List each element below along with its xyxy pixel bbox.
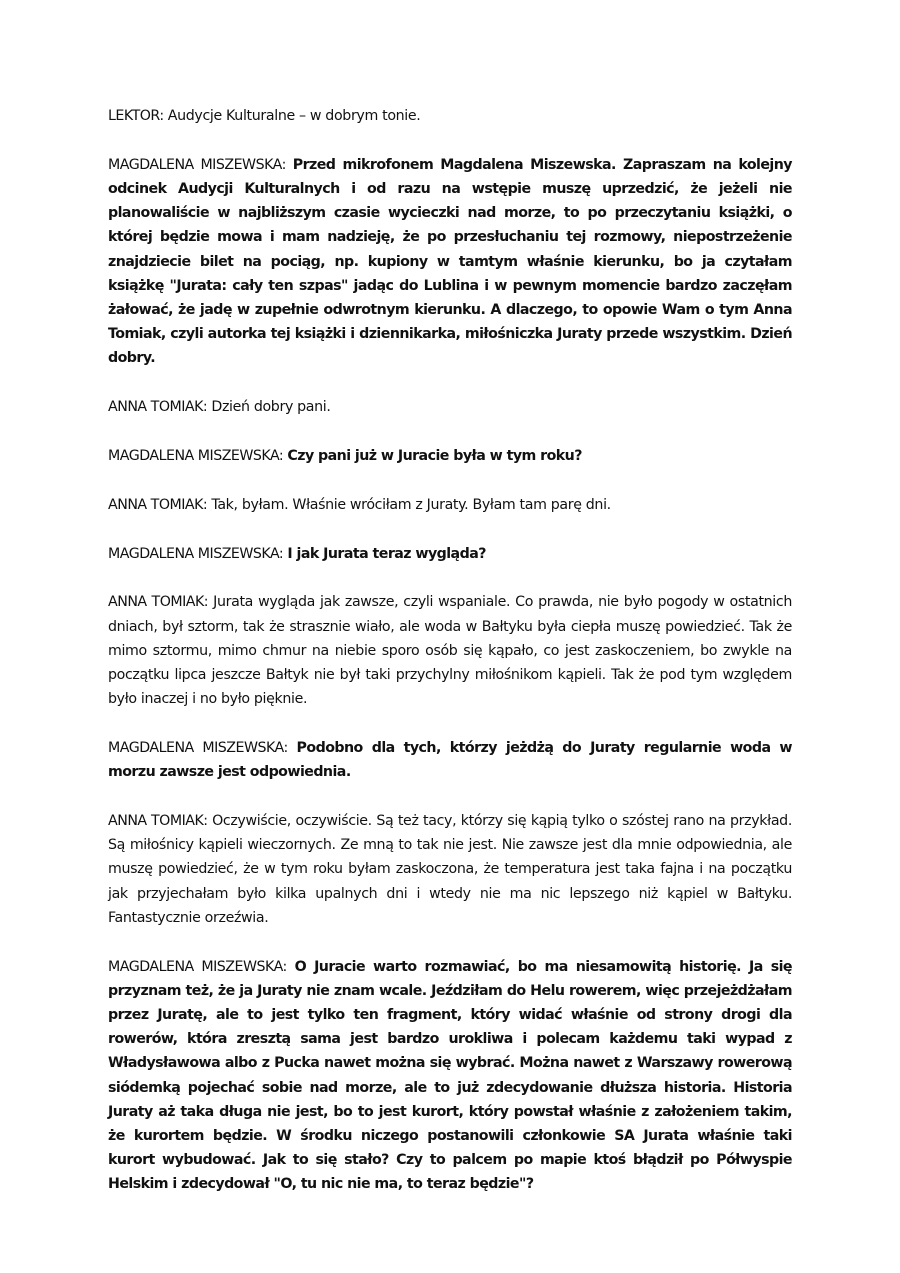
paragraph-host-question-2 [108, 542, 792, 566]
paragraph-lektor-intro [108, 104, 792, 128]
speaker-label: MAGDALENA MISZEWSKA: [108, 545, 284, 562]
speaker-label: MAGDALENA MISZEWSKA: [108, 448, 284, 465]
paragraph-guest-answer-1 [108, 493, 792, 517]
utterance-text: Czy pani już w Juracie była w tym roku? [287, 448, 582, 465]
utterance-text: Dzień dobry pani. [211, 399, 331, 416]
speaker-label: LEKTOR: [108, 108, 164, 124]
speaker-label: ANNA TOMIAK: [108, 594, 209, 611]
paragraph-host-question-3 [108, 736, 792, 784]
utterance-text: Tak, byłam. Właśnie wróciłam z Juraty. Byłam tam parę dni. [211, 496, 611, 513]
paragraph-host-question-1 [108, 444, 792, 468]
speaker-label: ANNA TOMIAK: [108, 496, 208, 513]
utterance-text: Podobno dla tych, którzy jeżdżą do Juraty regularnie woda w morzu zawsze jest odpowiednia. [108, 740, 792, 781]
speaker-label: ANNA TOMIAK: [108, 813, 208, 830]
speaker-label: ANNA TOMIAK: [108, 399, 208, 416]
utterance-text: Jurata wygląda jak zawsze, czyli wspaniale. Co prawda, nie było pogody w ostatnich dniach, był sztorm, tak że strasznie wiało, ale woda w Bałtyku była ciepła muszę powiedzieć. Tak że mimo sztormu, mimo chmur na niebie sporo osób się kąpało, co jest zaskoczeniem, bo zwykle na początku lipca jeszcze Bałtyk nie był taki przychylny miłośnikom kąpieli. Tak że pod tym względem było inaczej i no było pięknie. [108, 594, 792, 708]
speaker-label: MAGDALENA MISZEWSKA: [108, 156, 286, 173]
utterance-text: O Juracie warto rozmawiać, bo ma niesamowitą historię. Ja się przyznam też, że ja Juraty nie znam wcale. Jeździłam do Helu rowerem, więc przejeżdżałam przez Juratę, ale to jest tylko ten fragment, który widać właśnie od strony drogi dla rowerów, która zresztą sama jest bardzo urokliwa i polecam każdemu taki wypad z Władysławowa albo z Pucka nawet można się wybrać. Można nawet z Warszawy rowerową siódemką pojechać sobie nad morze, ale to już zdecydowanie dłuższa historia. Historia Juraty aż taka długa nie jest, bo to jest kurort, który powstał właśnie z założeniem takim, że kurortem będzie. W środku niczego postanowili członkowie SA Jurata właśnie taki kurort wybudować. Jak to się stało? Czy to palcem po mapie ktoś błądził po Półwyspie Helskim i zdecydował "O, tu nic nie ma, to teraz będzie"? [108, 958, 792, 1193]
paragraph-guest-answer-3 [108, 809, 792, 930]
paragraph-guest-greeting [108, 395, 792, 419]
paragraph-guest-answer-2 [108, 590, 792, 711]
paragraph-host-intro [108, 153, 792, 371]
utterance-text: Oczywiście, oczywiście. Są też tacy, którzy się kąpią tylko o szóstej rano na przykład. Są miłośnicy kąpieli wieczornych. Ze mną to tak nie jest. Nie zawsze jest dla mnie odpowiednia, ale muszę powiedzieć, że w tym roku byłam zaskoczona, że temperatura jest taka fajna i na początku jak przyjechałam było kilka upalnych dni i wtedy nie ma nic lepszego niż kąpiel w Bałtyku. Fantastycznie orzeźwia. [108, 813, 792, 926]
utterance-text: Audycje Kulturalne – w dobrym tonie. [167, 108, 421, 124]
utterance-text: I jak Jurata teraz wygląda? [287, 545, 486, 562]
utterance-text: Przed mikrofonem Magdalena Miszewska. Zapraszam na kolejny odcinek Audycji Kulturalnych i od razu na wstępie muszę uprzedzić, że jeżeli nie planowaliście w najbliższym czasie wycieczki nad morze, to po przeczytaniu książki, o której będzie mowa i mam nadzieję, że po przesłuchaniu tej rozmowy, niepostrzeżenie znajdziecie bilet na pociąg, np. kupiony w tamtym właśnie kierunku, bo ja czytałam książkę "Jurata: cały ten szpas" jadąc do Lublina i w pewnym momencie bardzo zaczęłam żałować, że jadę w zupełnie odwrotnym kierunku. A dlaczego, to opowie Wam o tym Anna Tomiak, czyli autorka tej książki i dziennikarka, miłośniczka Juraty przede wszystkim. Dzień dobry. [108, 156, 792, 367]
speaker-label: MAGDALENA MISZEWSKA: [108, 740, 288, 757]
paragraph-host-question-4 [108, 955, 792, 1197]
transcript-page [108, 104, 792, 1221]
speaker-label: MAGDALENA MISZEWSKA: [108, 958, 287, 975]
